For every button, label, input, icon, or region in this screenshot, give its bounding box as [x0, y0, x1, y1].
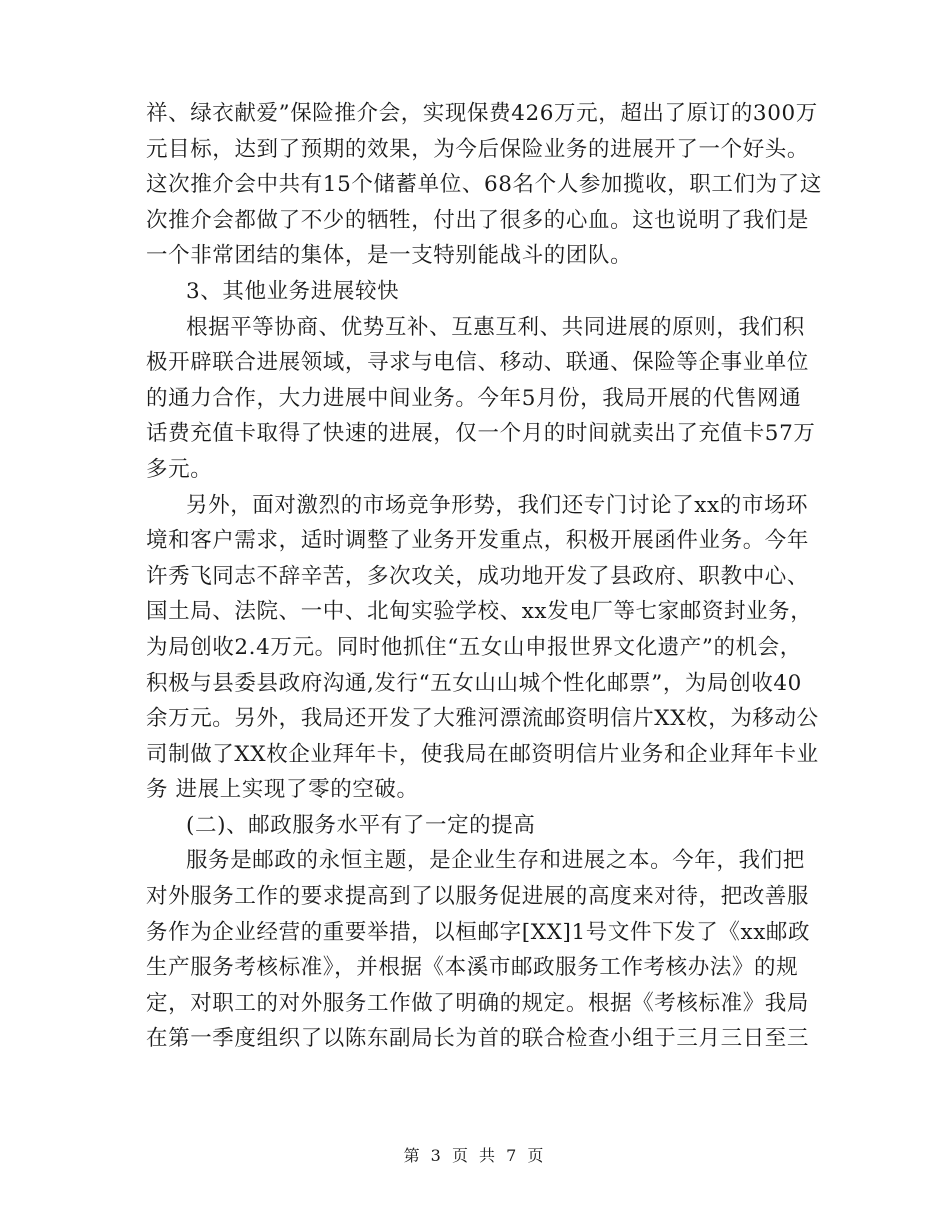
text-line: 在第一季度组织了以陈东副局长为首的联合检查小组于三月三日至三: [146, 1026, 810, 1052]
text-line: (二)、邮政服务水平有了一定的提高: [186, 812, 536, 838]
text-line: 3、其他业务进展较快: [186, 278, 400, 304]
text-line: 务 进展上实现了零的空破。: [146, 777, 419, 803]
text-line: 一个非常团结的集体，是一支特别能战斗的团队。: [146, 243, 633, 269]
text-line: 话费充值卡取得了快速的进展，仅一个月的时间就卖出了充值卡57万: [146, 421, 816, 447]
text-line: 积极与县委县政府沟通,发行“五女山山城个性化邮票”，为局创收40: [146, 670, 802, 696]
text-line: 元目标，达到了预期的效果，为今后保险业务的进展开了一个好头。: [146, 136, 810, 162]
text-line: 极开辟联合进展领域，寻求与电信、移动、联通、保险等企事业单位: [146, 350, 810, 376]
text-line: 服务是邮政的永恒主题，是企业生存和进展之本。今年，我们把: [186, 848, 805, 874]
text-line: 许秀飞同志不辞辛苦，多次攻关，成功地开发了县政府、职教中心、: [146, 563, 810, 589]
text-line: 为局创收2.4万元。同时他抓住“五女山申报世界文化遗产”的机会，: [146, 634, 802, 660]
text-line: 根据平等协商、优势互补、互惠互利、共同进展的原则，我们积: [186, 314, 805, 340]
text-line: 定，对职工的对外服务工作做了明确的规定。根据《考核标准》我局: [146, 990, 810, 1016]
text-line: 国土局、法院、一中、北甸实验学校、xx发电厂等七家邮资封业务，: [146, 599, 813, 625]
document-body: [146, 96, 822, 1057]
text-line: 余万元。另外，我局还开发了大雅河漂流邮资明信片XX枚，为移动公: [146, 706, 819, 732]
text-line: 务作为企业经营的重要举措，以桓邮字[XX]1号文件下发了《xx邮政: [146, 919, 811, 945]
page-footer: 第 3 页 共 7 页: [403, 1146, 547, 1165]
text-line: 的通力合作，大力进展中间业务。今年5月份，我局开展的代售网通: [146, 385, 802, 411]
text-line: 祥、绿衣献爱”保险推介会，实现保费426万元，超出了原订的300万: [146, 101, 818, 126]
text-line: 司制做了XX枚企业拜年卡，使我局在邮资明信片业务和企业拜年卡业: [146, 741, 819, 767]
text-line: 境和客户需求，适时调整了业务开发重点，积极开展函件业务。今年: [146, 528, 810, 554]
text-line: 另外，面对激烈的市场竞争形势，我们还专门讨论了xx的市场环: [186, 492, 809, 518]
text-line: 这次推介会中共有15个储蓄单位、68名个人参加揽收，职工们为了这: [146, 172, 822, 198]
text-line: 对外服务工作的要求提高到了以服务促进展的高度来对待，把改善服: [146, 884, 810, 910]
text-line: 次推介会都做了不少的牺牲，付出了很多的心血。这也说明了我们是: [146, 207, 810, 233]
text-line: 多元。: [146, 456, 213, 482]
text-line: 生产服务考核标准》，并根据《本溪市邮政服务工作考核办法》的规: [146, 955, 799, 981]
